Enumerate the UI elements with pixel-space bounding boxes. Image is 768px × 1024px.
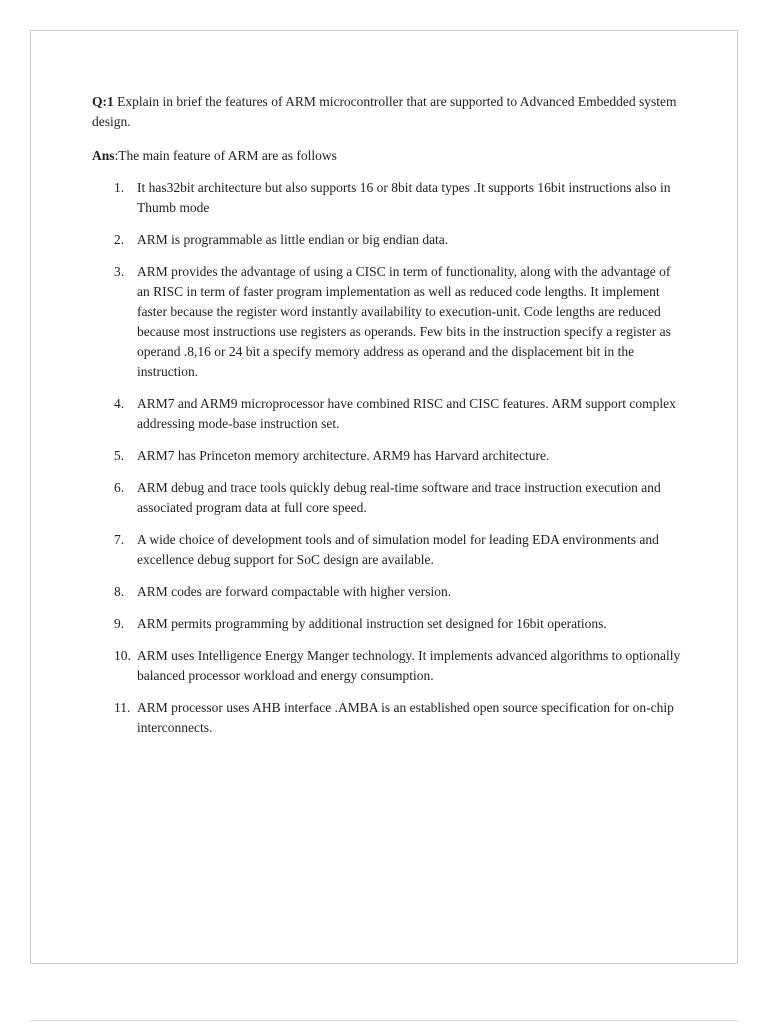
list-item-number: 6. [114, 480, 125, 495]
list-item-number: 2. [114, 232, 125, 247]
list-item-text: ARM debug and trace tools quickly debug real-time software and trace instruction execution and associated program data at full core speed. [137, 480, 661, 515]
list-item-text: ARM codes are forward compactable with higher version. [137, 584, 452, 599]
list-item-number: 10. [114, 648, 131, 663]
list-item-number: 7. [114, 532, 125, 547]
list-item-text: ARM processor uses AHB interface .AMBA is an established open source specification for on-chip interconnects. [137, 700, 674, 735]
list-item-number: 9. [114, 616, 125, 631]
answer-label: Ans [92, 148, 115, 163]
list-item [92, 478, 682, 518]
list-item [92, 530, 682, 570]
bottom-divider [30, 1020, 738, 1021]
question-label: Q:1 [92, 94, 114, 109]
list-item [92, 646, 682, 686]
list-item [92, 394, 682, 434]
list-item-text: ARM is programmable as little endian or big endian data. [137, 232, 449, 247]
list-item-number: 8. [114, 584, 125, 599]
list-item [92, 230, 682, 250]
question-paragraph [92, 92, 682, 132]
question-text: Explain in brief the features of ARM microcontroller that are supported to Advanced Embedded system design. [92, 94, 677, 129]
list-item-text: A wide choice of development tools and of simulation model for leading EDA environments and excellence debug support for SoC design are available. [137, 532, 659, 567]
document-content [92, 92, 682, 750]
list-item [92, 446, 682, 466]
feature-list [92, 178, 682, 738]
answer-text: :The main feature of ARM are as follows [114, 148, 337, 163]
list-item [92, 262, 682, 382]
list-item-text: ARM permits programming by additional instruction set designed for 16bit operations. [137, 616, 607, 631]
list-item-text: ARM7 and ARM9 microprocessor have combined RISC and CISC features. ARM support complex addressing mode-base instruction set. [137, 396, 676, 431]
list-item-text: ARM7 has Princeton memory architecture. ARM9 has Harvard architecture. [137, 448, 550, 463]
list-item-text: It has32bit architecture but also supports 16 or 8bit data types .It supports 16bit instructions also in Thumb mode [137, 180, 671, 215]
list-item-text: ARM provides the advantage of using a CISC in term of functionality, along with the advantage of an RISC in term of faster program implementation as well as reduced code lengths. It implement faster because the register word instantly availability to execution-unit. Code lengths are reduced because most instructions use registers as operands. Few bits in the instruction specify a register as operand .8,16 or 24 bit a specify memory address as operand and the displacement bit in the instruction. [137, 264, 671, 379]
list-item-number: 11. [114, 700, 131, 715]
list-item [92, 178, 682, 218]
list-item [92, 614, 682, 634]
list-item-number: 3. [114, 264, 125, 279]
list-item-text: ARM uses Intelligence Energy Manger technology. It implements advanced algorithms to optionally balanced processor workload and energy consumption. [137, 648, 681, 683]
list-item [92, 698, 682, 738]
document-page [30, 30, 738, 964]
list-item-number: 1. [114, 180, 125, 195]
list-item-number: 5. [114, 448, 125, 463]
list-item-number: 4. [114, 396, 125, 411]
list-item [92, 582, 682, 602]
answer-intro [92, 146, 682, 166]
